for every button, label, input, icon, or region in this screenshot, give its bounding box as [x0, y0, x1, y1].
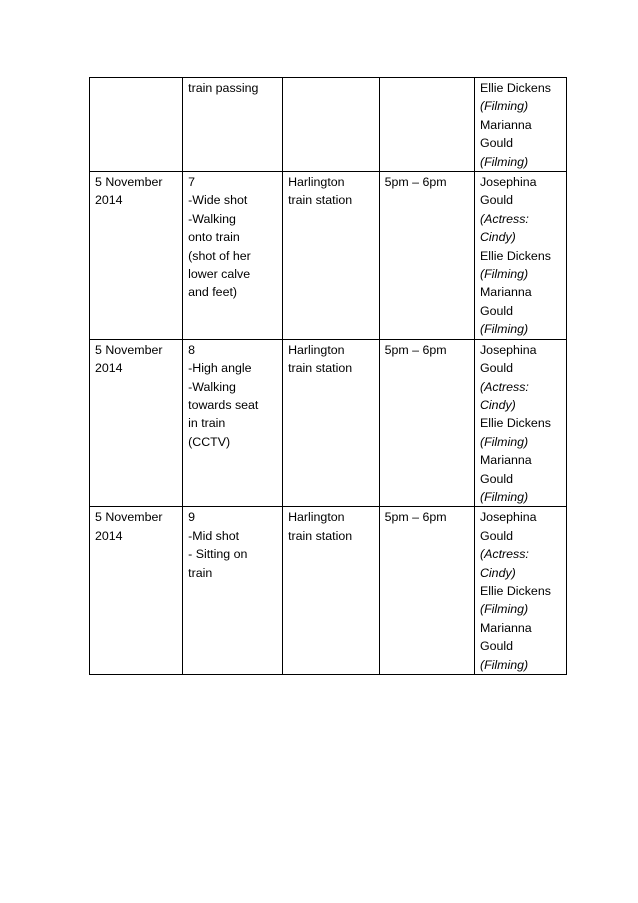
location-cell [283, 339, 380, 507]
crew-role: (Filming) [479, 99, 529, 114]
crew-name: Gould [479, 528, 514, 543]
schedule-table-body [90, 78, 567, 675]
crew-name: Gould [479, 303, 514, 318]
crew-role: Cindy) [479, 397, 516, 412]
table-row [90, 172, 567, 340]
time-cell: 5pm – 6pm [379, 339, 474, 507]
shot-description-line: towards seat [188, 397, 259, 412]
location-line: train station [288, 528, 353, 543]
crew-role: Cindy) [479, 565, 516, 580]
crew-name: Marianna [479, 285, 532, 300]
location-line: Harlington [288, 175, 345, 190]
crew-cell [474, 339, 566, 507]
time-cell: 5pm – 6pm [379, 507, 474, 675]
crew-role: (Filming) [479, 267, 529, 282]
crew-role: (Filming) [479, 657, 529, 672]
crew-name: Gould [479, 136, 514, 151]
location-cell [283, 172, 380, 340]
shot-description-line: 7 [188, 175, 196, 190]
shooting-schedule-table [89, 77, 567, 675]
crew-role: (Filming) [479, 489, 529, 504]
shot-cell [183, 339, 283, 507]
shot-cell [183, 78, 283, 172]
shot-description-line: and feet) [188, 285, 238, 300]
shot-description-line: -Wide shot [188, 193, 248, 208]
shot-description-line: (shot of her [188, 248, 251, 263]
crew-role: (Filming) [479, 322, 529, 337]
crew-name: Josephina [479, 175, 537, 190]
shot-description-line: train [188, 565, 213, 580]
time-cell [379, 78, 474, 172]
crew-role: (Filming) [479, 154, 529, 169]
shot-description-line: -High angle [188, 361, 252, 376]
shot-description-line: -Walking [188, 211, 236, 226]
crew-cell [474, 172, 566, 340]
date-cell: 5 November 2014 [90, 339, 183, 507]
date-cell: 5 November 2014 [90, 172, 183, 340]
crew-name: Ellie Dickens [479, 248, 551, 263]
shot-description-line: 8 [188, 342, 196, 357]
crew-role: (Actress: [479, 547, 529, 562]
crew-name: Ellie Dickens [479, 583, 551, 598]
location-cell [283, 507, 380, 675]
crew-role: (Actress: [479, 379, 529, 394]
table-row [90, 78, 567, 172]
crew-name: Gould [479, 639, 514, 654]
crew-role: (Filming) [479, 434, 529, 449]
crew-cell [474, 78, 566, 172]
crew-cell [474, 507, 566, 675]
crew-name: Marianna [479, 453, 532, 468]
crew-name: Gould [479, 471, 514, 486]
date-cell [90, 78, 183, 172]
location-line: train station [288, 361, 353, 376]
time-cell: 5pm – 6pm [379, 172, 474, 340]
shot-description-line: -Walking [188, 379, 236, 394]
shot-cell [183, 507, 283, 675]
crew-name: Josephina [479, 342, 537, 357]
location-line: Harlington [288, 510, 345, 525]
location-line: Harlington [288, 342, 345, 357]
crew-name: Josephina [479, 510, 537, 525]
shot-description-line: in train [188, 416, 226, 431]
crew-role: Cindy) [479, 230, 516, 245]
crew-name: Ellie Dickens [479, 81, 551, 95]
shot-description-line: (CCTV) [188, 434, 231, 449]
shot-description-line: lower calve [188, 267, 251, 282]
crew-name: Marianna [479, 620, 532, 635]
shot-description-line: - Sitting on [188, 547, 248, 562]
crew-role: (Filming) [479, 602, 529, 617]
crew-name: Marianna [479, 117, 532, 132]
date-cell: 5 November 2014 [90, 507, 183, 675]
shot-description-line: train passing [188, 81, 259, 95]
location-line: train station [288, 193, 353, 208]
location-cell [283, 78, 380, 172]
table-row [90, 507, 567, 675]
shot-description-line: 9 [188, 510, 196, 525]
shot-cell [183, 172, 283, 340]
crew-name: Gould [479, 193, 514, 208]
shot-description-line: onto train [188, 230, 240, 245]
crew-name: Ellie Dickens [479, 416, 551, 431]
crew-name: Gould [479, 361, 514, 376]
crew-role: (Actress: [479, 211, 529, 226]
table-row [90, 339, 567, 507]
shot-description-line: -Mid shot [188, 528, 240, 543]
